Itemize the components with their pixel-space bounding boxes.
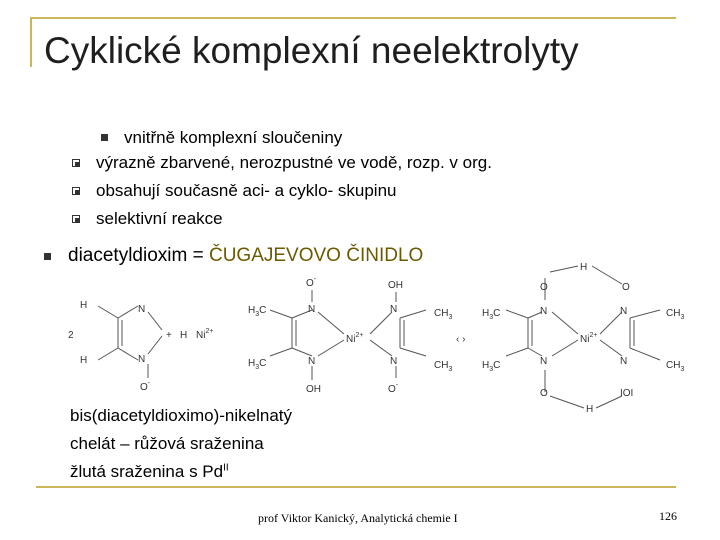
- note-line-1: bis(diacetyldioximo)-nikelnatý: [70, 406, 293, 425]
- plus-sign: +: [166, 330, 172, 341]
- right-ch3-top: $CH_3$: [666, 308, 685, 321]
- right-ni: $Ni^{2+}$: [580, 332, 598, 345]
- main-bullet-prefix: diacetyldioxim =: [68, 245, 209, 266]
- bullet-text-1: vnitřně komplexní sloučeniny: [124, 128, 343, 147]
- note-line-3-sup: II: [223, 462, 229, 474]
- right-h-bottom: H: [586, 404, 594, 415]
- right-ch3-bottom: $CH_3$: [666, 360, 685, 373]
- complex-h3c-top: $H_3C$: [248, 305, 267, 318]
- complex-o-minus-top: O-: [306, 276, 317, 289]
- bullet-text-2: výrazně zbarvené, nerozpustné ve vodě, rozp. v org.: [96, 153, 492, 172]
- reactant-n-top: N: [138, 304, 146, 315]
- note-line-3-text: žlutá sraženina s Pd: [70, 462, 224, 481]
- complex-o-minus-bottom: O-: [388, 382, 399, 395]
- stoich-coefficient: 2: [68, 330, 74, 341]
- bullet-text-4: selektivní reakce: [96, 209, 223, 228]
- main-bullet-highlight: ČUGAJEVOVO ČINIDLO: [208, 245, 424, 266]
- right-o-top-right: O: [622, 282, 630, 293]
- complex-n-2: N: [308, 356, 316, 367]
- right-n-2: N: [540, 356, 548, 367]
- reactant-h: H: [180, 330, 188, 341]
- right-h3c-top: $H_3C$: [482, 308, 501, 321]
- reactant-n-bottom: N: [138, 354, 146, 365]
- complex-n-1: N: [308, 304, 316, 315]
- right-io-bottom: IOI: [620, 388, 634, 399]
- reactant-h3c-top: H: [80, 300, 88, 311]
- complex-n-4: N: [390, 356, 398, 367]
- right-h3c-bottom: $H_3C$: [482, 360, 501, 373]
- resonance-arrows: ‹ ›: [456, 334, 466, 345]
- page-number: 126: [659, 509, 677, 523]
- complex-h3c-bottom: $H_3C$: [248, 358, 267, 371]
- right-h-top: H: [580, 262, 588, 273]
- note-line-3: [70, 462, 229, 482]
- right-n-1: N: [540, 306, 548, 317]
- right-n-3: N: [620, 306, 628, 317]
- right-n-4: N: [620, 356, 628, 367]
- footer-author: prof Viktor Kanický, Analytická chemie I: [258, 511, 458, 525]
- reactant-h3c-bottom: H: [80, 355, 88, 366]
- note-line-2: chelát – růžová sraženina: [70, 434, 264, 453]
- nickel-ion: $Ni^{2+}$: [196, 328, 214, 341]
- slide-title: Cyklické komplexní neelektrolyty: [44, 30, 579, 71]
- complex-oh-top: OH: [388, 280, 403, 291]
- complex-ch3-bottom: $CH_3$: [434, 360, 453, 373]
- complex-ch3-top: $CH_3$: [434, 308, 453, 321]
- complex-ni: $Ni^{2+}$: [346, 332, 364, 345]
- right-o-top-left: O: [540, 282, 548, 293]
- reactant-o-minus: O-: [140, 380, 151, 393]
- complex-n-3: N: [390, 304, 398, 315]
- complex-oh-bottom: OH: [306, 384, 321, 395]
- right-o-bottom-left: O: [540, 388, 548, 399]
- bullet-text-3: obsahují současně aci- a cyklo- skupinu: [96, 181, 397, 200]
